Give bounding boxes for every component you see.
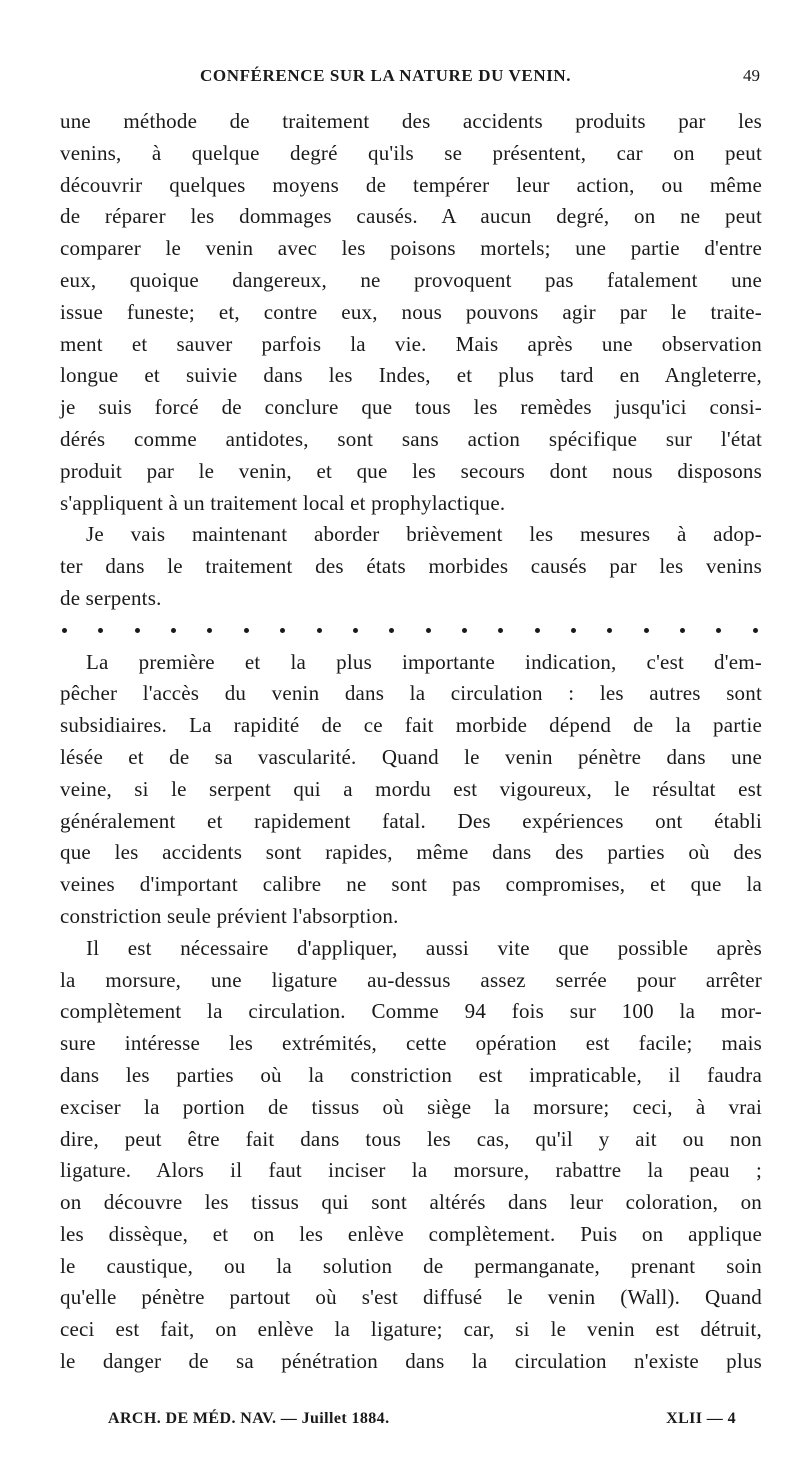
dot (244, 628, 249, 633)
ellipsis-separator (60, 615, 762, 647)
text-line: Je vais maintenant aborder brièvement les mesures à adop- (86, 522, 762, 547)
dot (317, 628, 322, 633)
dot (607, 628, 612, 633)
text-line: de serpents. (60, 585, 162, 610)
text-line: le danger de sa pénétration dans la circulation n'existe plus (60, 1349, 762, 1374)
text-line: pêcher l'accès du venin dans la circulation : les autres sont (60, 681, 762, 706)
text-line: venins, à quelque degré qu'ils se présentent, car on peut (60, 140, 762, 165)
dot (62, 628, 67, 633)
dot (426, 628, 431, 633)
text-line: subsidiaires. La rapidité de ce fait morbide dépend de la partie (60, 713, 762, 738)
paragraph-4 (60, 933, 762, 1378)
dot (462, 628, 467, 633)
dot (680, 628, 685, 633)
text-line: une méthode de traitement des accidents produits par les (60, 109, 762, 133)
dot (644, 628, 649, 633)
dot (389, 628, 394, 633)
text-line: la morsure, une ligature au-dessus assez serrée pour arrêter (60, 967, 762, 992)
header-title: CONFÉRENCE SUR LA NATURE DU VENIN. (200, 66, 572, 85)
text-line: dérés comme antidotes, sont sans action spécifique sur l'état (60, 426, 762, 451)
text-line: sure intéresse les extrémités, cette opération est facile; mais (60, 1031, 762, 1056)
journal-citation: ARCH. DE MÉD. NAV. — Juillet 1884. (108, 1410, 390, 1427)
text-line: généralement et rapidement fatal. Des expériences ont établi (60, 808, 762, 833)
text-line: qu'elle pénètre partout où s'est diffusé le venin (Wall). Quand (60, 1285, 762, 1310)
text-line: ment et sauver parfois la vie. Mais après une observation (60, 331, 762, 356)
text-line: issue funeste; et, contre eux, nous pouvons agir par le traite- (60, 299, 762, 324)
text-line: s'appliquent à un traitement local et prophylactique. (60, 490, 506, 515)
dot (535, 628, 540, 633)
paragraph-2 (60, 519, 762, 614)
dot (98, 628, 103, 633)
dot (571, 628, 576, 633)
dot (716, 628, 721, 633)
body-text (60, 106, 762, 1378)
text-line: je suis forcé de conclure que tous les remèdes jusqu'ici consi- (60, 395, 762, 420)
text-line: lésée et de sa vascularité. Quand le venin pénètre dans une (60, 744, 762, 769)
text-line: on découvre les tissus qui sont altérés dans leur coloration, on (60, 1190, 762, 1215)
journal-footer (108, 1410, 736, 1434)
text-line: ter dans le traitement des états morbides causés par les venins (60, 554, 762, 579)
text-line: complètement la circulation. Comme 94 fois sur 100 la mor- (60, 999, 762, 1024)
text-line: le caustique, ou la solution de permanganate, prenant soin (60, 1253, 762, 1278)
page-number: 49 (743, 66, 760, 85)
text-line: les dissèque, et on les enlève complètement. Puis on applique (60, 1221, 762, 1246)
text-line: veine, si le serpent qui a mordu est vigoureux, le résultat est (60, 776, 762, 801)
paragraph-1 (60, 106, 762, 519)
text-line: Il est nécessaire d'appliquer, aussi vite que possible après (86, 935, 762, 960)
paragraph-3 (60, 647, 762, 933)
text-line: produit par le venin, et que les secours dont nous disposons (60, 458, 762, 483)
signature-mark: XLII — 4 (666, 1410, 736, 1427)
text-line: dire, peut être fait dans tous les cas, qu'il y ait ou non (60, 1126, 762, 1151)
text-line: de réparer les dommages causés. A aucun degré, on ne peut (60, 204, 762, 229)
dot (498, 628, 503, 633)
text-line: dans les parties où la constriction est impraticable, il faudra (60, 1062, 762, 1087)
dot (135, 628, 140, 633)
text-line: La première et la plus importante indication, c'est d'em- (86, 649, 762, 674)
dot (753, 628, 758, 633)
text-line: constriction seule prévient l'absorption. (60, 903, 399, 928)
running-header (60, 66, 760, 94)
text-line: longue et suivie dans les Indes, et plus tard en Angleterre, (60, 363, 762, 388)
dot (353, 628, 358, 633)
text-line: ligature. Alors il faut inciser la morsure, rabattre la peau ; (60, 1158, 762, 1183)
text-line: veines d'important calibre ne sont pas compromises, et que la (60, 872, 762, 897)
text-line: comparer le venin avec les poisons mortels; une partie d'entre (60, 236, 762, 261)
text-line: ceci est fait, on enlève la ligature; car, si le venin est détruit, (60, 1317, 762, 1342)
text-line: eux, quoique dangereux, ne provoquent pas fatalement une (60, 267, 762, 292)
text-line: découvrir quelques moyens de tempérer leur action, ou même (60, 172, 762, 197)
text-line: exciser la portion de tissus où siège la morsure; ceci, à vrai (60, 1094, 762, 1119)
text-line: que les accidents sont rapides, même dans des parties où des (60, 840, 762, 865)
dot (207, 628, 212, 633)
dot (280, 628, 285, 633)
dot (171, 628, 176, 633)
